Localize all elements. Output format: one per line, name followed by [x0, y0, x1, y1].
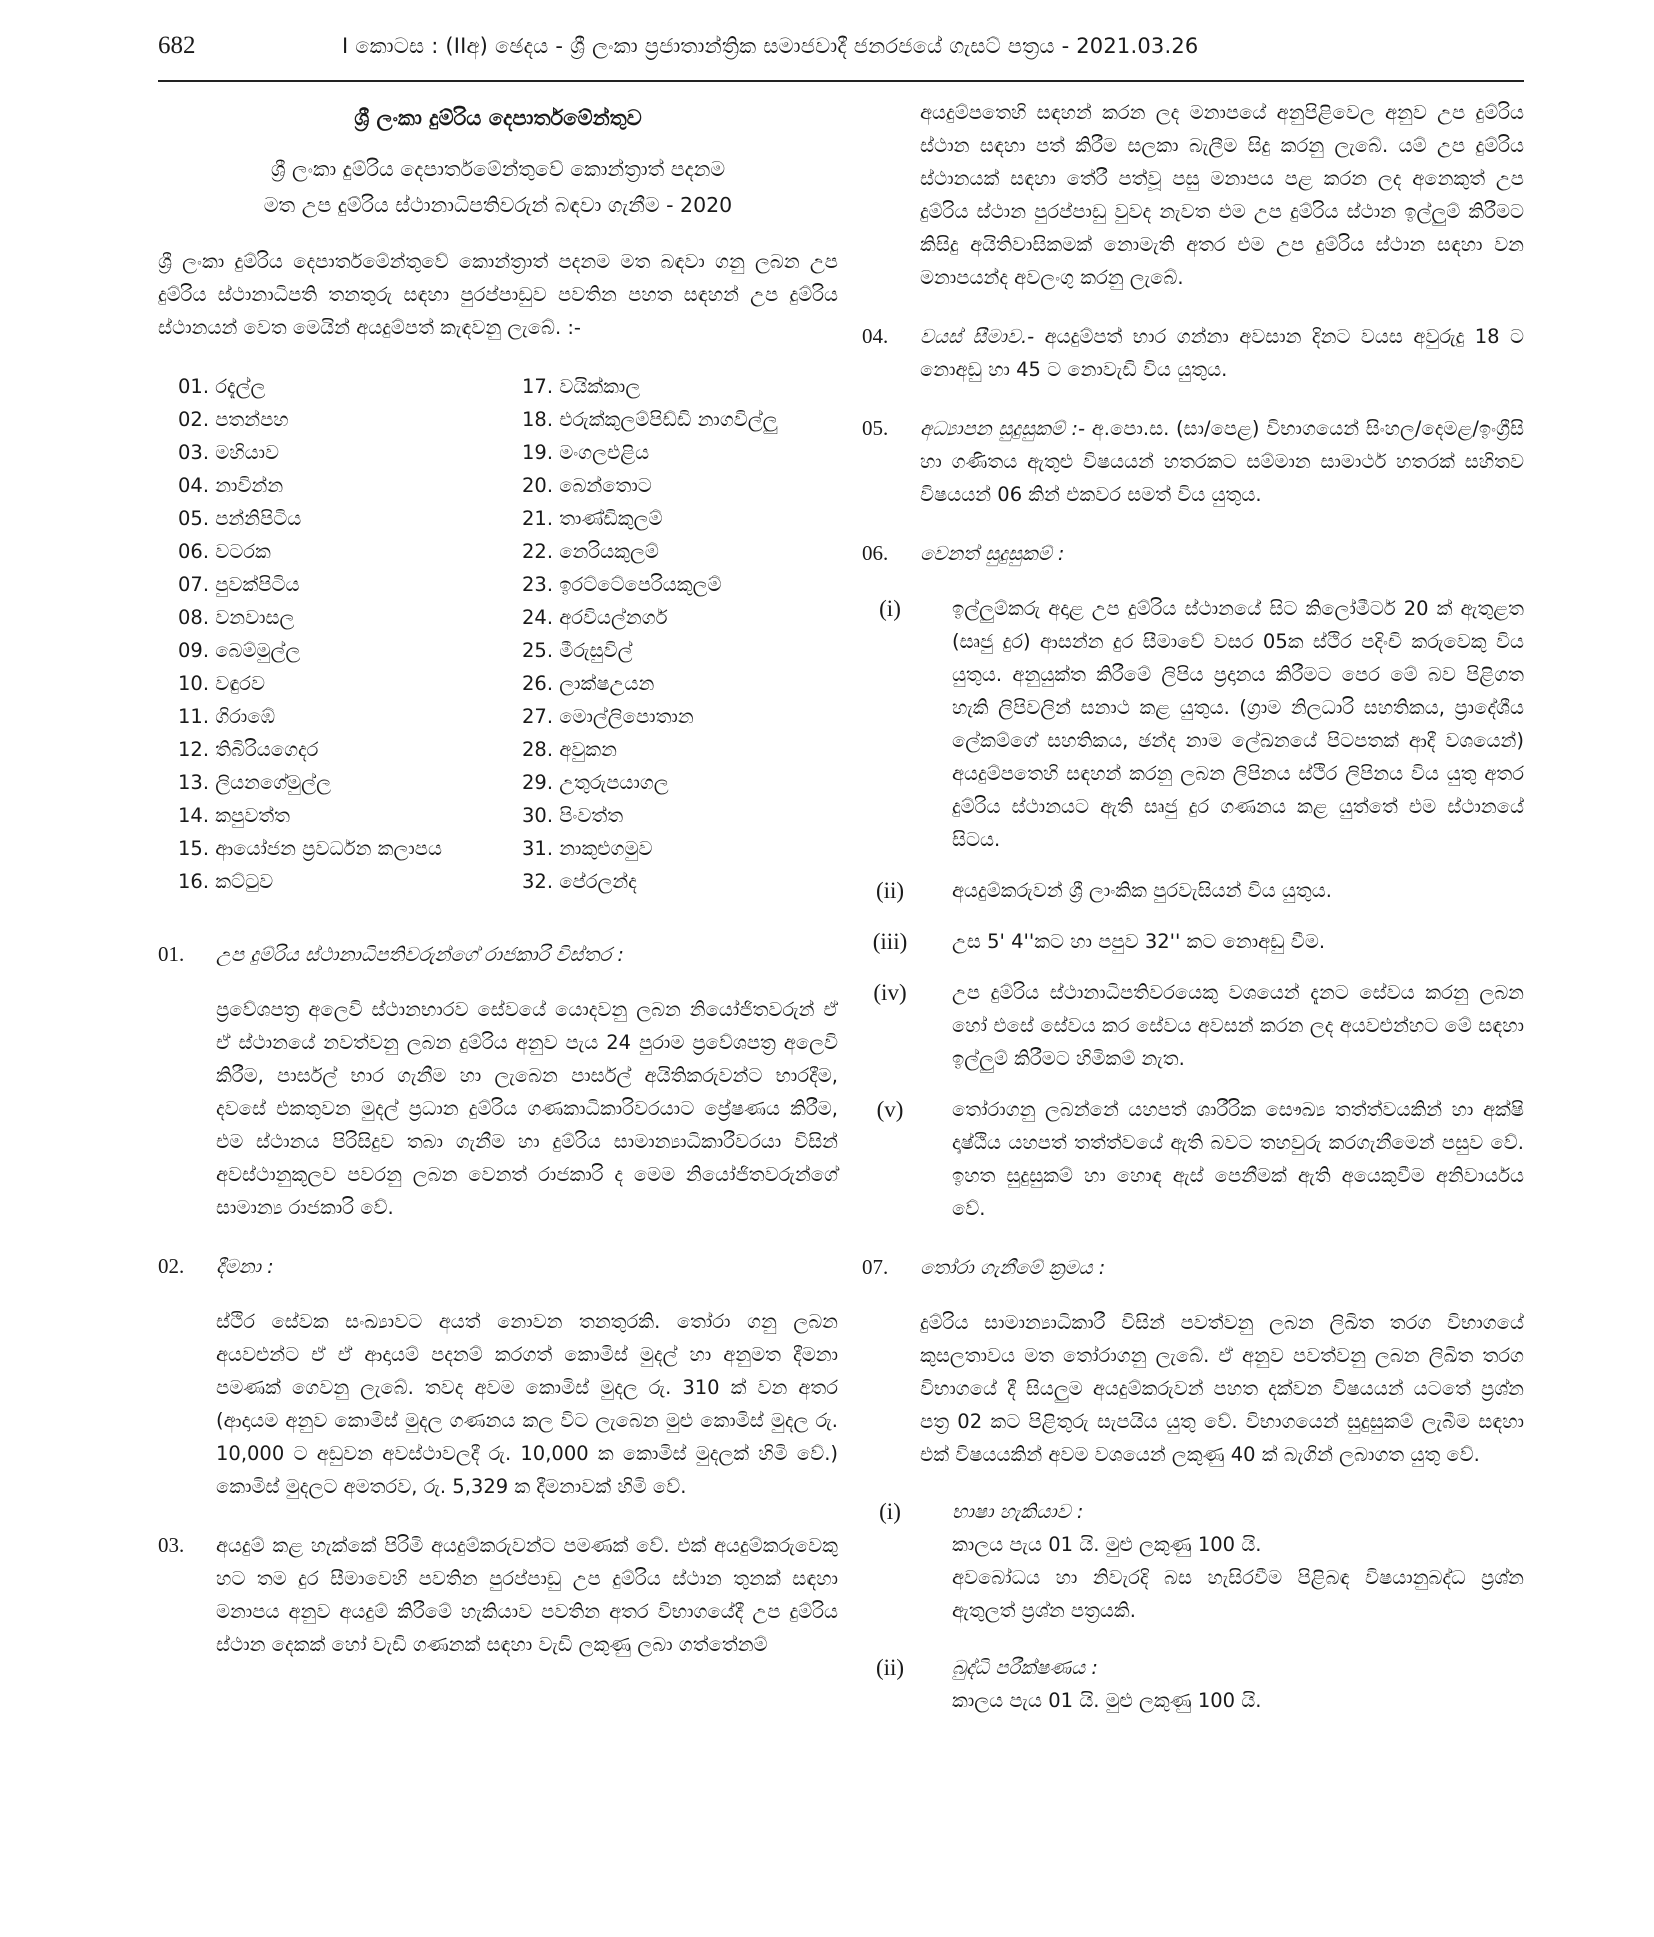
section-number: 03.: [158, 1533, 185, 1557]
station-item: 01. රදැල්ල: [178, 375, 266, 398]
sub-item-number: (iii): [872, 929, 908, 954]
station-item: 02. පතන්පහ: [178, 408, 289, 431]
station-item: 30. පිංවත්ත: [522, 804, 624, 827]
notice-title-line-2: මත උප දුම්රිය ස්ථානාධිපතිවරුන් බඳවා ගැනීම - 2020: [263, 193, 733, 217]
station-item: 13. ලියනගේමුල්ල: [178, 771, 331, 794]
page-number: 682: [158, 32, 196, 59]
station-item: 04. නාවින්න: [178, 474, 284, 497]
section-heading: උප දුම්රිය ස්ථානාධිපතිවරුන්ගේ රාජකාරි විස්තර :: [216, 943, 624, 966]
sub-item-line: කාලය පැය 01 යි. මුළු ලකුණු 100 යි.: [952, 1533, 1262, 1556]
station-item: 27. මොල්ලිපොතාන: [522, 705, 694, 728]
intro-paragraph: ශ්‍රී ලංකා දුම්රිය දෙපාර්තමේන්තුවේ කොන්ත්‍රාත් පදනම මත බඳවා ගනු ලබන උප දුම්රිය ස්ථානාධිපති තනතුරු සඳහා පුරප්පාඩුව පවතින පහත සඳහන් උප දුම්රිය ස්ථානයන් වෙත මෙයින් අයදුම්පත් කැඳවනු ලැබේ. :-: [158, 250, 838, 339]
header-divider: [158, 80, 1524, 82]
section-body: අයදුම් කළ හැක්කේ පිරිමි අයදුම්කරුවන්ට පමණක් වේ. එක් අයදුම්කරුවෙකු හට තම දුර සීමාවෙහි පවතින පුරප්පාඩු උප දුම්රිය ස්ථාන තුනක් සඳහා මනාපය අනුව අයදුම් කිරීමේ හැකියාව පවතින අතර විභාගයේදී උප දුම්රිය ස්ථාන දෙකක් හෝ වැඩි ගණනක් සඳහා වැඩි ලකුණු ලබා ගත්තේනම්: [216, 1534, 838, 1656]
sub-item-title: බුද්ධි පරීක්ෂණය :: [952, 1656, 1098, 1679]
sub-item: [862, 1093, 1524, 1225]
station-item: 19. මංගලඑළිය: [522, 441, 650, 464]
section-heading: අධ්‍යාපන සුදුසුකම් :-: [920, 417, 1086, 440]
station-item: 09. බෙම්මුල්ල: [178, 639, 301, 662]
station-item: 23. ඉරට්ටේපෙරියකුලම්: [522, 573, 722, 596]
section-03: [158, 1529, 838, 1661]
sub-item-text: ඉල්ලුම්කරු අදාළ උප දුම්රිය ස්ථානයේ සිට කිලෝමීටර් 20 ක් ඇතුළත (සෘජු දුර) ආසන්න දුර සීමාවේ වසර 05ක ස්ථිර පදිංචි කරුවෙකු විය යුතුය. අනුයුක්ත කිරීමේ ලිපිය ප්‍රදානය කිරීමට පෙර මේ බව පිළිගත හැකි ලිපිවලින් සනාථ කළ යුතුය. (ග්‍රාම නිලධාරි සහතිකය, ප්‍රාදේශීය ලේකම්ගේ සහතිකය, ඡන්ද නාම ලේඛනයේ පිටපතක් ආදී වශයෙන්) අයදුම්පතෙහි සඳහන් කරනු ලබන ලිපිනය ස්ථිර ලිපිනය විය යුතු අතර දුම්රිය ස්ථානයට ඇති සෘජු දුර ගණනය කළ යුත්තේ එම ස්ථානයේ සිටය.: [952, 597, 1524, 851]
sub-item-number: (ii): [875, 878, 905, 903]
sub-item: [862, 1651, 1524, 1717]
station-item: 15. ආයෝජන ප්‍රවර්ධන කලාපය: [178, 837, 442, 860]
sub-item-text: අයදුම්කරුවන් ශ්‍රී ලාංකික පුරවැසියන් විය යුතුය.: [952, 879, 1332, 902]
station-list-col-2: [522, 370, 838, 898]
section-number: 04.: [862, 324, 889, 348]
station-item: 31. නාකුළුගමුව: [522, 837, 653, 860]
station-item: 20. බෙන්තොට: [522, 474, 652, 497]
sub-item-title: භාෂා හැකියාව :: [952, 1500, 1084, 1523]
sub-item: [862, 1495, 1524, 1627]
notice-title: [158, 151, 838, 223]
sub-item-text: උස 5' 4''කට හා පපුව 32'' කට නොඅඩු වීම.: [952, 930, 1326, 953]
sub-item-line: අවබෝධය හා නිවැරදි බස හැසිරවීම පිළිබඳ විෂයානුබද්ධ ප්‍රශ්න ඇතුලත් ප්‍රශ්න පත්‍රයකි.: [952, 1566, 1524, 1622]
section-06: [862, 537, 1524, 1225]
sub-item: [862, 874, 1524, 907]
station-item: 05. පන්නිපිටිය: [178, 507, 302, 530]
sub-item-content: [952, 1495, 1524, 1627]
station-item: 08. වනවාසල: [178, 606, 295, 629]
sub-item-number: (iv): [873, 980, 907, 1005]
notice-title-line-1: ශ්‍රී ලංකා දුම්රිය දෙපාර්තමේන්තුවේ කොන්ත්‍රාත් පදනම: [270, 157, 726, 181]
station-item: 11. ගිරාඹේ: [178, 705, 276, 728]
section-heading: දීමනා :: [216, 1255, 274, 1278]
section-body: දුම්රිය සාමාන්‍යාධිකාරී විසින් පවත්වනු ලබන ලිඛිත තරග විභාගයේ කුසලතාවය මත තෝරාගනු ලැබේ. ඒ අනුව පවත්වනු ලබන ලිඛිත තරග විභාගයේ දී සියලුම අයදුම්කරුවන් පහත දක්වන විෂයයන් යටතේ ප්‍රශ්න පත්‍ර 02 කට පිළිතුරු සැපයිය යුතු වේ. විභාගයෙන් සුදුසුකම් ලැබීම සඳහා එක් විෂයයකින් අවම වශයෙන් ලකුණු 40 ක් බැගින් ලබාගත යුතු වේ.: [920, 1311, 1524, 1466]
section-05: [862, 412, 1524, 511]
gazette-header-title: I කොටස : (IIඅ) ඡෙදය - ශ්‍රී ලංකා ප්‍රජාතාන්ත්‍රික සමාජවාදී ජනරජයේ ගැසට් පත්‍රය - 2021.03.26: [342, 34, 1199, 58]
station-item: 10. වඳුරව: [178, 672, 265, 695]
section-text: අ.පො.ස. (සා/පෙළ) විභාගයෙන් සිංහල/දෙමළ/ඉංග්‍රීසි හා ගණිතය ඇතුළු විෂයයන් හතරකට සම්මාන සාමාර්ථ හතරක් සහිතව විෂයයන් 06 කින් එකවර සමත් විය යුතුය.: [920, 417, 1525, 506]
section-03-continued: අයදුම්පතෙහි සඳහන් කරන ලද මනාපයේ අනුපිළිවෙල අනුව උප දුම්රිය ස්ථාන සඳහා පත් කිරීම සලකා බැලීම සිදු කරනු ලැබේ. යම් උප දුම්රිය ස්ථානයක් සඳහා තේරී පත්වූ පසු මනාපය පළ කරන ලද අනෙකුත් උප දුම්රිය ස්ථාන පුරප්පාඩු වුවද නැවත එම උප දුම්රිය ස්ථාන ඉල්ලුම් කිරීමට කිසිදු අයිතිවාසිකමක් නොමැති අතර එම උප දුම්රිය ස්ථාන සඳහා වන මනාපයන්ද අවලංගු කරනු ලැබේ.: [920, 101, 1524, 289]
station-item: 26. ලාක්ෂඋයන: [522, 672, 655, 695]
sub-item: [862, 976, 1524, 1075]
section-text: අයදුම්පත් භාර ගන්නා අවසාන දිනට වයස අවුරුදු 18 ට නොඅඩු හා 45 ට නොවැඩි විය යුතුය.: [920, 325, 1524, 381]
station-item: 21. තාණ්ඩිකුලම්: [522, 507, 663, 530]
section-number: 01.: [158, 942, 185, 966]
section-number: 06.: [862, 541, 889, 565]
station-item: 07. පුවක්පිටිය: [178, 573, 300, 596]
station-item: 03. මහියාව: [178, 441, 280, 464]
station-item: 28. අවුකන: [522, 738, 617, 761]
sub-item-content: [952, 1651, 1524, 1717]
section-07: [862, 1251, 1524, 1717]
sub-item-line: කාලය පැය 01 යි. මුළු ලකුණු 100 යි.: [952, 1689, 1262, 1712]
section-number: 02.: [158, 1254, 185, 1278]
section-heading: වයස් සීමාව.-: [920, 325, 1035, 348]
section-heading: තෝරා ගැනීමේ ක්‍රමය :: [920, 1256, 1106, 1279]
station-item: 06. වටරක: [178, 540, 271, 563]
station-item: 18. එරුක්කුලම්පිඩ්ඩි නාගවිල්ලු: [522, 408, 778, 431]
section-body: [920, 320, 1524, 386]
sub-item: [862, 592, 1524, 856]
station-item: 32. පේරලන්ද: [522, 870, 637, 893]
right-column: [862, 96, 1524, 1717]
sub-item-number: (ii): [875, 1655, 905, 1680]
station-item: 22. නෙරියකුලම්: [522, 540, 659, 563]
station-item: 17. වයික්කාල: [522, 375, 641, 398]
page-header: [158, 28, 1524, 84]
section-heading: වෙනත් සුදුසුකම් :: [920, 542, 1065, 565]
section-number: 05.: [862, 416, 889, 440]
sub-item-text: උප දුම්රිය ස්ථානාධිපතිවරයෙකු වශයෙන් දැනට සේවය කරනු ලබන හෝ එසේ සේවය කර සේවය අවසන් කරන ලද අයවළුන්හට මේ සඳහා ඉල්ලුම් කිරීමට හිමිකම් නැත.: [952, 981, 1524, 1070]
section-01: [158, 938, 838, 1224]
section-body: [920, 412, 1524, 511]
station-item: 24. අරවියල්නගර්: [522, 606, 668, 629]
sub-item-number: (i): [879, 1499, 901, 1524]
department-title: ශ්‍රී ලංකා දුම්රිය දෙපාර්තමේන්තුව: [354, 106, 642, 130]
station-list-col-1: [178, 370, 522, 898]
station-list: [178, 370, 838, 898]
section-body: ප්‍රවේශපත්‍ර අලෙවි ස්ථානභාරව සේවයේ යොදවනු ලබන නියෝජිතවරුන් ඒ ඒ ස්ථානයේ නවත්වනු ලබන දුම්රිය අනුව පැය 24 පුරාම ප්‍රවේශපත්‍ර අලෙවි කිරීම, පාර්සල් භාර ගැනීම හා ලැබෙන පාර්සල් අයිතිකරුවන්ට භාරදීම, දවසේ එකතුවන මුදල් ප්‍රධාන දුම්රිය ගණකාධිකාරිවරයාට ප්‍රේෂණය කිරීම, එම ස්ථානය පිරිසිදුව තබා ගැනීම හා දුම්රිය සාමාන්‍යාධිකාරීවරයා විසින් අවස්ථානුකූලව පවරනු ලබන වෙනත් රාජකාරි ද මෙම නියෝජිතවරුන්ගේ සාමාන්‍ය රාජකාරි වේ.: [216, 998, 838, 1219]
station-item: 29. උතුරුපයාගල: [522, 771, 669, 794]
section-04: [862, 320, 1524, 386]
left-column: [158, 96, 838, 1661]
section-02: [158, 1250, 838, 1503]
station-item: 14. කපුවත්ත: [178, 804, 290, 827]
sub-item-text: තෝරාගනු ලබන්නේ යහපත් ශාරීරික සෞඛ්‍ය තත්ත්වයකින් හා අක්ෂි දෘෂ්ඨිය යහපත් තත්ත්වයේ ඇති බවට තහවුරු කරගැනීමෙන් පසුව වේ. ඉහත සුදුසුකම් හා හොඳ ඇස් පෙනීමක් ඇති අයෙකුවීම අනිවාර්යය වේ.: [952, 1098, 1524, 1220]
station-item: 12. තිබිරියගෙදර: [178, 738, 319, 761]
station-item: 16. කට්ටුව: [178, 870, 274, 893]
sub-item-number: (i): [879, 596, 901, 621]
section-body: ස්ථිර සේවක සංඛ්‍යාවට අයත් නොවන තනතුරකි. තෝරා ගනු ලබන අයවළුන්ට ඒ ඒ ආදායම් පදනම් කරගත් කොමිස් මුදල් හා අනුමත දීමනා පමණක් ගෙවනු ලැබේ. තවද අවම කොමිස් මුදල රු. 310 ක් වන අතර (ආදායම අනුව කොමිස් මුදල ගණනය කල විට ලැබෙන මුළු කොමිස් මුදල රු. 10,000 ට අඩුවන අවස්ථාවලදී රු. 10,000 ක කොමිස් මුදලක් හිමි වේ.) කොමිස් මුදලට අමතරව, රු. 5,329 ක දීමනාවක් හිමි වේ.: [216, 1310, 838, 1498]
section-number: 07.: [862, 1255, 889, 1279]
sub-item-number: (v): [876, 1097, 904, 1122]
station-item: 25. මීරුසුවිල්: [522, 639, 633, 662]
sub-item: [862, 925, 1524, 958]
